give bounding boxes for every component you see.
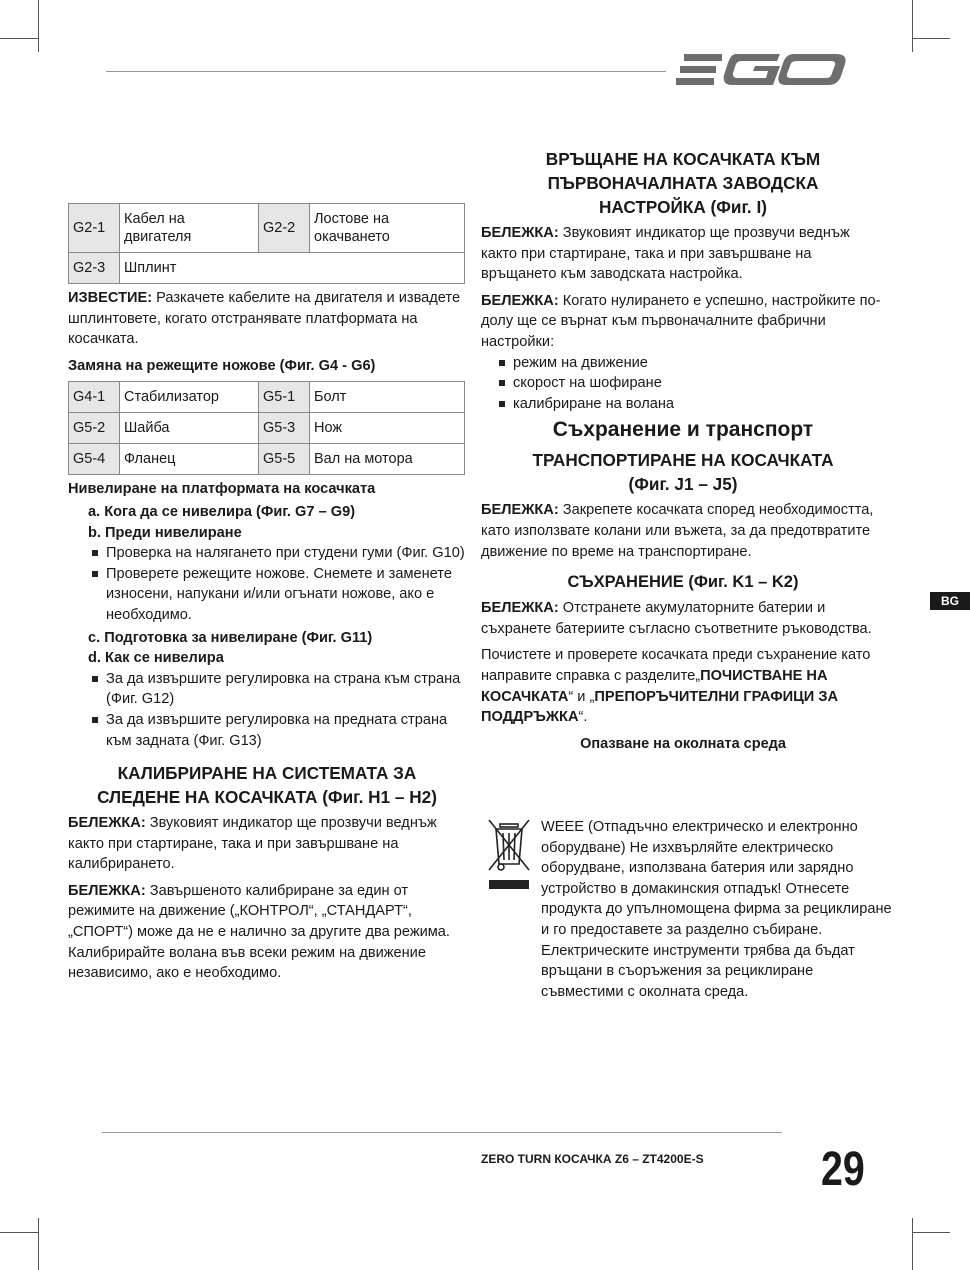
bullet-item: Проверете режещите ножове. Снемете и заменете износени, напукани и/или огънати ножове, ако е необходимо. <box>68 564 466 626</box>
blade-heading: Замяна на режещите ножове (Фиг. G4 - G6) <box>68 357 376 374</box>
section-reference: ПРЕПОРЪЧИТЕЛНИ ГРАФИЦИ ЗА ПОДДРЪЖКА <box>481 688 839 726</box>
part-label: Лостове на окачването <box>310 204 465 253</box>
calibration-note-1 <box>68 813 466 875</box>
crop-mark <box>912 1232 950 1233</box>
note-text: Звуковият индикатор ще прозвучи веднъж както при стартиране, така и при завършване на връщането към заводската настройка. <box>481 225 850 283</box>
part-code: G5-3 <box>259 413 310 444</box>
bullet-item: Проверка на налягането при студени гуми (Фиг. G10) <box>68 543 466 564</box>
part-label: Шплинт <box>120 253 465 284</box>
transport-note <box>481 500 885 562</box>
transport-title: ТРАНСПОРТИРАНЕ НА КОСАЧКАТА (Фиг. J1 – J5) <box>532 450 834 495</box>
notice-paragraph <box>68 288 466 350</box>
note-label: БЕЛЕЖКА: <box>481 292 559 309</box>
part-code: G5-2 <box>69 413 120 444</box>
reset-note-1 <box>481 223 885 285</box>
crop-mark <box>912 38 950 39</box>
header-rule <box>106 71 666 72</box>
list-item-c: c. Подготовка за нивелиране (Фиг. G11) <box>88 629 373 646</box>
part-code: G5-5 <box>259 444 310 475</box>
crossed-bin-icon <box>487 818 531 890</box>
bullet-item: За да извършите регулировка на страна към страна (Фиг. G12) <box>68 669 466 710</box>
part-label: Нож <box>310 413 465 444</box>
crop-mark <box>38 1218 39 1270</box>
crop-mark <box>912 0 913 52</box>
note-text: Отстранете акумулаторните батерии и съхранете батериите съгласно съответните ръководства. <box>481 600 872 637</box>
table-row <box>69 382 465 413</box>
calibration-title: КАЛИБРИРАНЕ НА СИСТЕМАТА ЗА СЛЕДЕНЕ НА КОСАЧКАТА (Фиг. H1 – H2) <box>97 763 437 808</box>
part-label: Кабел на двигателя <box>120 204 259 253</box>
reset-bullets <box>481 353 885 415</box>
text-run: Почистете и проверете косачката преди съхранение като направите справка с разделите„ <box>481 647 871 684</box>
footer-title: ZERO TURN КОСАЧКА Z6 – ZT4200E-S <box>481 1152 704 1166</box>
reset-note-2 <box>481 291 885 353</box>
weee-text: WEEE (Отпадъчно електрическо и електронно оборудване) Не изхвърляйте електрическо оборудване, използвана батерия или зарядно устройство в домакинския отпадък! Отнесете продукта до упълномощена фирма за рециклиране и го предоставете за разделно събиране. Електрическите инструменти трябва да бъдат връщани в съоръжения за рециклиране съвместими с околната среда. <box>541 819 892 1000</box>
notice-text: Разкачете кабелите на двигателя и извадете шплинтовете, когато отстранявате платформата на косачката. <box>68 290 461 348</box>
text-run: “ и „ <box>568 688 595 705</box>
bullets-how-to-level <box>68 669 466 751</box>
bullet-item: За да извършите регулировка на предната страна към задната (Фиг. G13) <box>68 710 466 751</box>
part-code: G2-2 <box>259 204 310 253</box>
part-label: Фланец <box>120 444 259 475</box>
section-reference: ПОЧИСТВАНЕ НА КОСАЧКАТА <box>481 667 828 705</box>
note-text: Звуковият индикатор ще прозвучи веднъж както при стартиране, така и при завършване на калибрирането. <box>68 815 437 873</box>
note-text: Завършеното калибриране за един от режимите на движение („КОНТРОЛ“, „СТАНДАРТ“, „СПОРТ“) може да не е налично за другите два режима. Калибрирайте волана във всеки режим на движение независимо, ако е необходимо. <box>68 882 450 982</box>
footer-rule <box>102 1132 782 1133</box>
part-label: Вал на мотора <box>310 444 465 475</box>
part-code: G4-1 <box>69 382 120 413</box>
part-label: Шайба <box>120 413 259 444</box>
note-label: БЕЛЕЖКА: <box>68 882 146 899</box>
bullet-item: режим на движение <box>481 353 885 374</box>
crop-mark <box>38 0 39 52</box>
part-code: G2-1 <box>69 204 120 253</box>
part-code: G5-1 <box>259 382 310 413</box>
list-item-a: a. Кога да се нивелира (Фиг. G7 – G9) <box>88 503 356 520</box>
parts-table-g2 <box>68 203 465 284</box>
list-item-d: d. Как се нивелира <box>88 650 224 667</box>
left-column <box>68 203 466 990</box>
note-text: Когато нулирането е успешно, настройките по-долу ще се върнат към първоначалните фабрични настройки: <box>481 292 881 350</box>
note-label: БЕЛЕЖКА: <box>68 815 146 832</box>
right-column <box>481 147 885 758</box>
storage-subtitle: СЪХРАНЕНИЕ (Фиг. K1 – K2) <box>567 573 799 592</box>
ego-logo <box>676 50 848 90</box>
note-text: Закрепете косачката според необходимостта, като използвате колани или въжета, за да предотвратите движение по време на транспортиране. <box>481 502 874 560</box>
bullets-before-leveling <box>68 543 466 625</box>
table-row <box>69 444 465 475</box>
crop-mark <box>912 1218 913 1270</box>
storage-transport-title: Съхранение и транспорт <box>552 418 814 442</box>
part-code: G2-3 <box>69 253 120 284</box>
part-code: G5-4 <box>69 444 120 475</box>
reset-title: ВРЪЩАНЕ НА КОСАЧКАТА КЪМ ПЪРВОНАЧАЛНАТА ЗАВОДСКА НАСТРОЙКА (Фиг. I) <box>545 149 821 217</box>
crop-mark <box>0 1232 38 1233</box>
bullet-item: скорост на шофиране <box>481 373 885 394</box>
calibration-note-2 <box>68 881 466 984</box>
page-number: 29 <box>821 1143 865 1196</box>
table-row <box>69 253 465 284</box>
language-badge: BG <box>930 592 970 610</box>
list-item-b: b. Преди нивелиране <box>88 524 242 541</box>
note-label: БЕЛЕЖКА: <box>481 225 559 241</box>
environment-title: Опазване на околната среда <box>580 735 786 752</box>
note-label: БЕЛЕЖКА: <box>481 600 559 617</box>
storage-note <box>481 598 885 639</box>
note-label: БЕЛЕЖКА: <box>481 502 559 519</box>
part-label: Болт <box>310 382 465 413</box>
notice-label: ИЗВЕСТИЕ: <box>68 290 153 306</box>
parts-table-g4-g5 <box>68 381 465 475</box>
bullet-item: калибриране на волана <box>481 394 885 415</box>
level-heading: Нивелиране на платформата на косачката <box>68 481 376 498</box>
crop-mark <box>0 38 38 39</box>
cleaning-paragraph <box>481 645 885 727</box>
table-row <box>69 204 465 253</box>
part-label: Стабилизатор <box>120 382 259 413</box>
table-row <box>69 413 465 444</box>
text-run: “. <box>578 709 588 726</box>
